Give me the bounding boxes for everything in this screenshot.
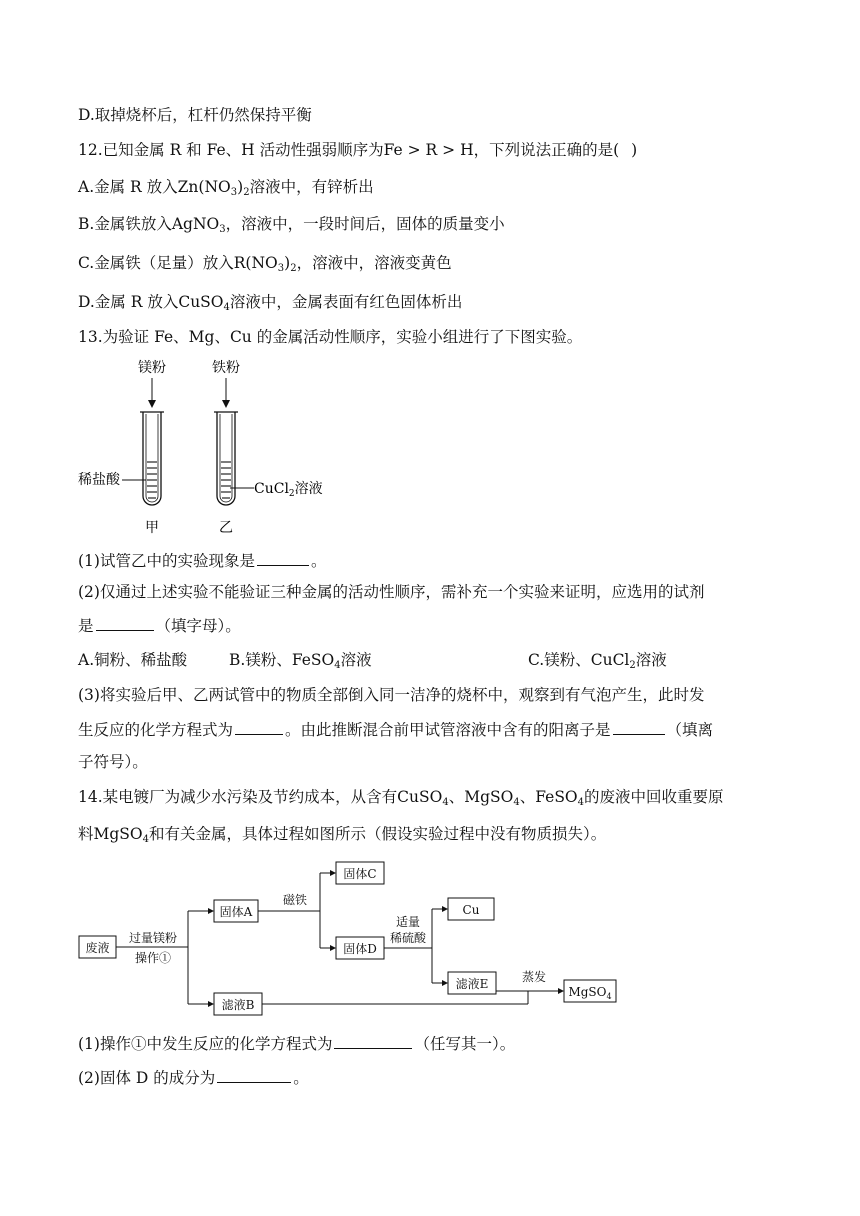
node-mgso4: MgSO$_4$ — [568, 985, 612, 1001]
label-proper: 适量 — [395, 915, 421, 929]
label-jia: 甲 — [145, 520, 159, 536]
label-magnet: 磁铁 — [282, 893, 308, 907]
arrowhead-fe — [222, 400, 230, 408]
answer-blank — [257, 549, 309, 566]
q14-part1: (1)操作①中发生反应的化学方程式为 （任写其一）。 — [78, 1032, 515, 1055]
q14-part2: (2)固体 D 的成分为 。 — [78, 1066, 309, 1089]
node-filtrate-e: 滤液E — [455, 977, 489, 991]
answer-blank — [235, 718, 283, 735]
q13-part3-line1: (3)将实验后甲、乙两试管中的物质全部倒入同一洁净的烧杯中，观察到有气泡产生，此时发 — [78, 686, 705, 704]
label-dilute-hcl: 稀盐酸 — [78, 472, 120, 488]
label-op1: 操作① — [134, 951, 172, 965]
answer-blank — [613, 718, 665, 735]
arrowhead-mg — [148, 400, 156, 408]
q12-option-b: B.金属铁放入AgNO$_3$，溶液中，一段时间后，固体的质量变小 — [78, 215, 505, 235]
node-solid-d: 固体D — [343, 942, 377, 956]
test-tube-yi — [214, 412, 238, 505]
node-waste: 废液 — [85, 941, 110, 955]
label-yi: 乙 — [219, 520, 233, 536]
q12-option-a: A.金属 R 放入$Zn(NO_3)_2$溶液中，有锌析出 — [78, 178, 374, 198]
q13-option-a: A.铜粉、稀盐酸 — [78, 651, 188, 669]
answer-blank — [334, 1032, 412, 1049]
q13-part2-line1: (2)仅通过上述实验不能验证三种金属的活动性顺序，需补充一个实验来证明，应选用的试剂 — [78, 583, 705, 601]
test-tube-jia — [140, 412, 164, 505]
label-fe-powder: 铁粉 — [212, 360, 240, 376]
q13-option-c: C.镁粉、CuCl$_2$溶液 — [528, 651, 667, 671]
node-filtrate-b: 滤液B — [221, 998, 255, 1012]
answer-blank — [96, 614, 154, 631]
q13-option-b: B.镁粉、FeSO$_4$溶液 — [229, 651, 372, 671]
label-mg-powder: 镁粉 — [138, 360, 166, 376]
label-evaporate: 蒸发 — [521, 970, 547, 984]
q13-part3-line2: 生反应的化学方程式为 。由此推断混合前甲试管溶液中含有的阳离子是 （填离 — [78, 718, 713, 741]
q12-option-d: D.金属 R 放入CuSO$_4$溶液中，金属表面有红色固体析出 — [78, 293, 463, 313]
label-cucl2-solution: CuCl$_2$溶液 — [254, 481, 323, 499]
q14-stem-line2: 料MgSO$_4$和有关金属，具体过程如图所示（假设实验过程中没有物质损失）。 — [78, 825, 607, 845]
q12-option-c: C.金属铁（足量）放入$R(NO_3)_2$，溶液中，溶液变黄色 — [78, 254, 452, 274]
test-tube-figure — [76, 356, 336, 536]
recovery-flowchart — [76, 856, 636, 1026]
node-solid-a: 固体A — [219, 905, 253, 919]
answer-blank — [217, 1066, 291, 1083]
node-solid-c: 固体C — [343, 867, 377, 881]
q14-stem-line1: 14.某电镀厂为减少水污染及节约成本，从含有CuSO$_4$、MgSO$_4$、FeSO$_4$的废液中回收重要原 — [78, 788, 724, 808]
node-cu: Cu — [462, 903, 480, 917]
q13-part1: (1)试管乙中的实验现象是 。 — [78, 549, 326, 572]
q13-part2-line2: 是 （填字母）。 — [78, 614, 241, 637]
q13-stem: 13.为验证 Fe、Mg、Cu 的金属活动性顺序，实验小组进行了下图实验。 — [78, 328, 583, 346]
q12-stem: 12.已知金属 R 和 Fe、H 活动性强弱顺序为Fe > R > H，下列说法正确的是( ) — [78, 141, 638, 159]
q13-part3-line3: 子符号）。 — [78, 753, 148, 771]
q11-option-d: D.取掉烧杯后，杠杆仍然保持平衡 — [78, 106, 312, 124]
label-excess-mg: 过量镁粉 — [128, 931, 178, 945]
label-dilute-h2so4: 稀硫酸 — [389, 931, 427, 945]
